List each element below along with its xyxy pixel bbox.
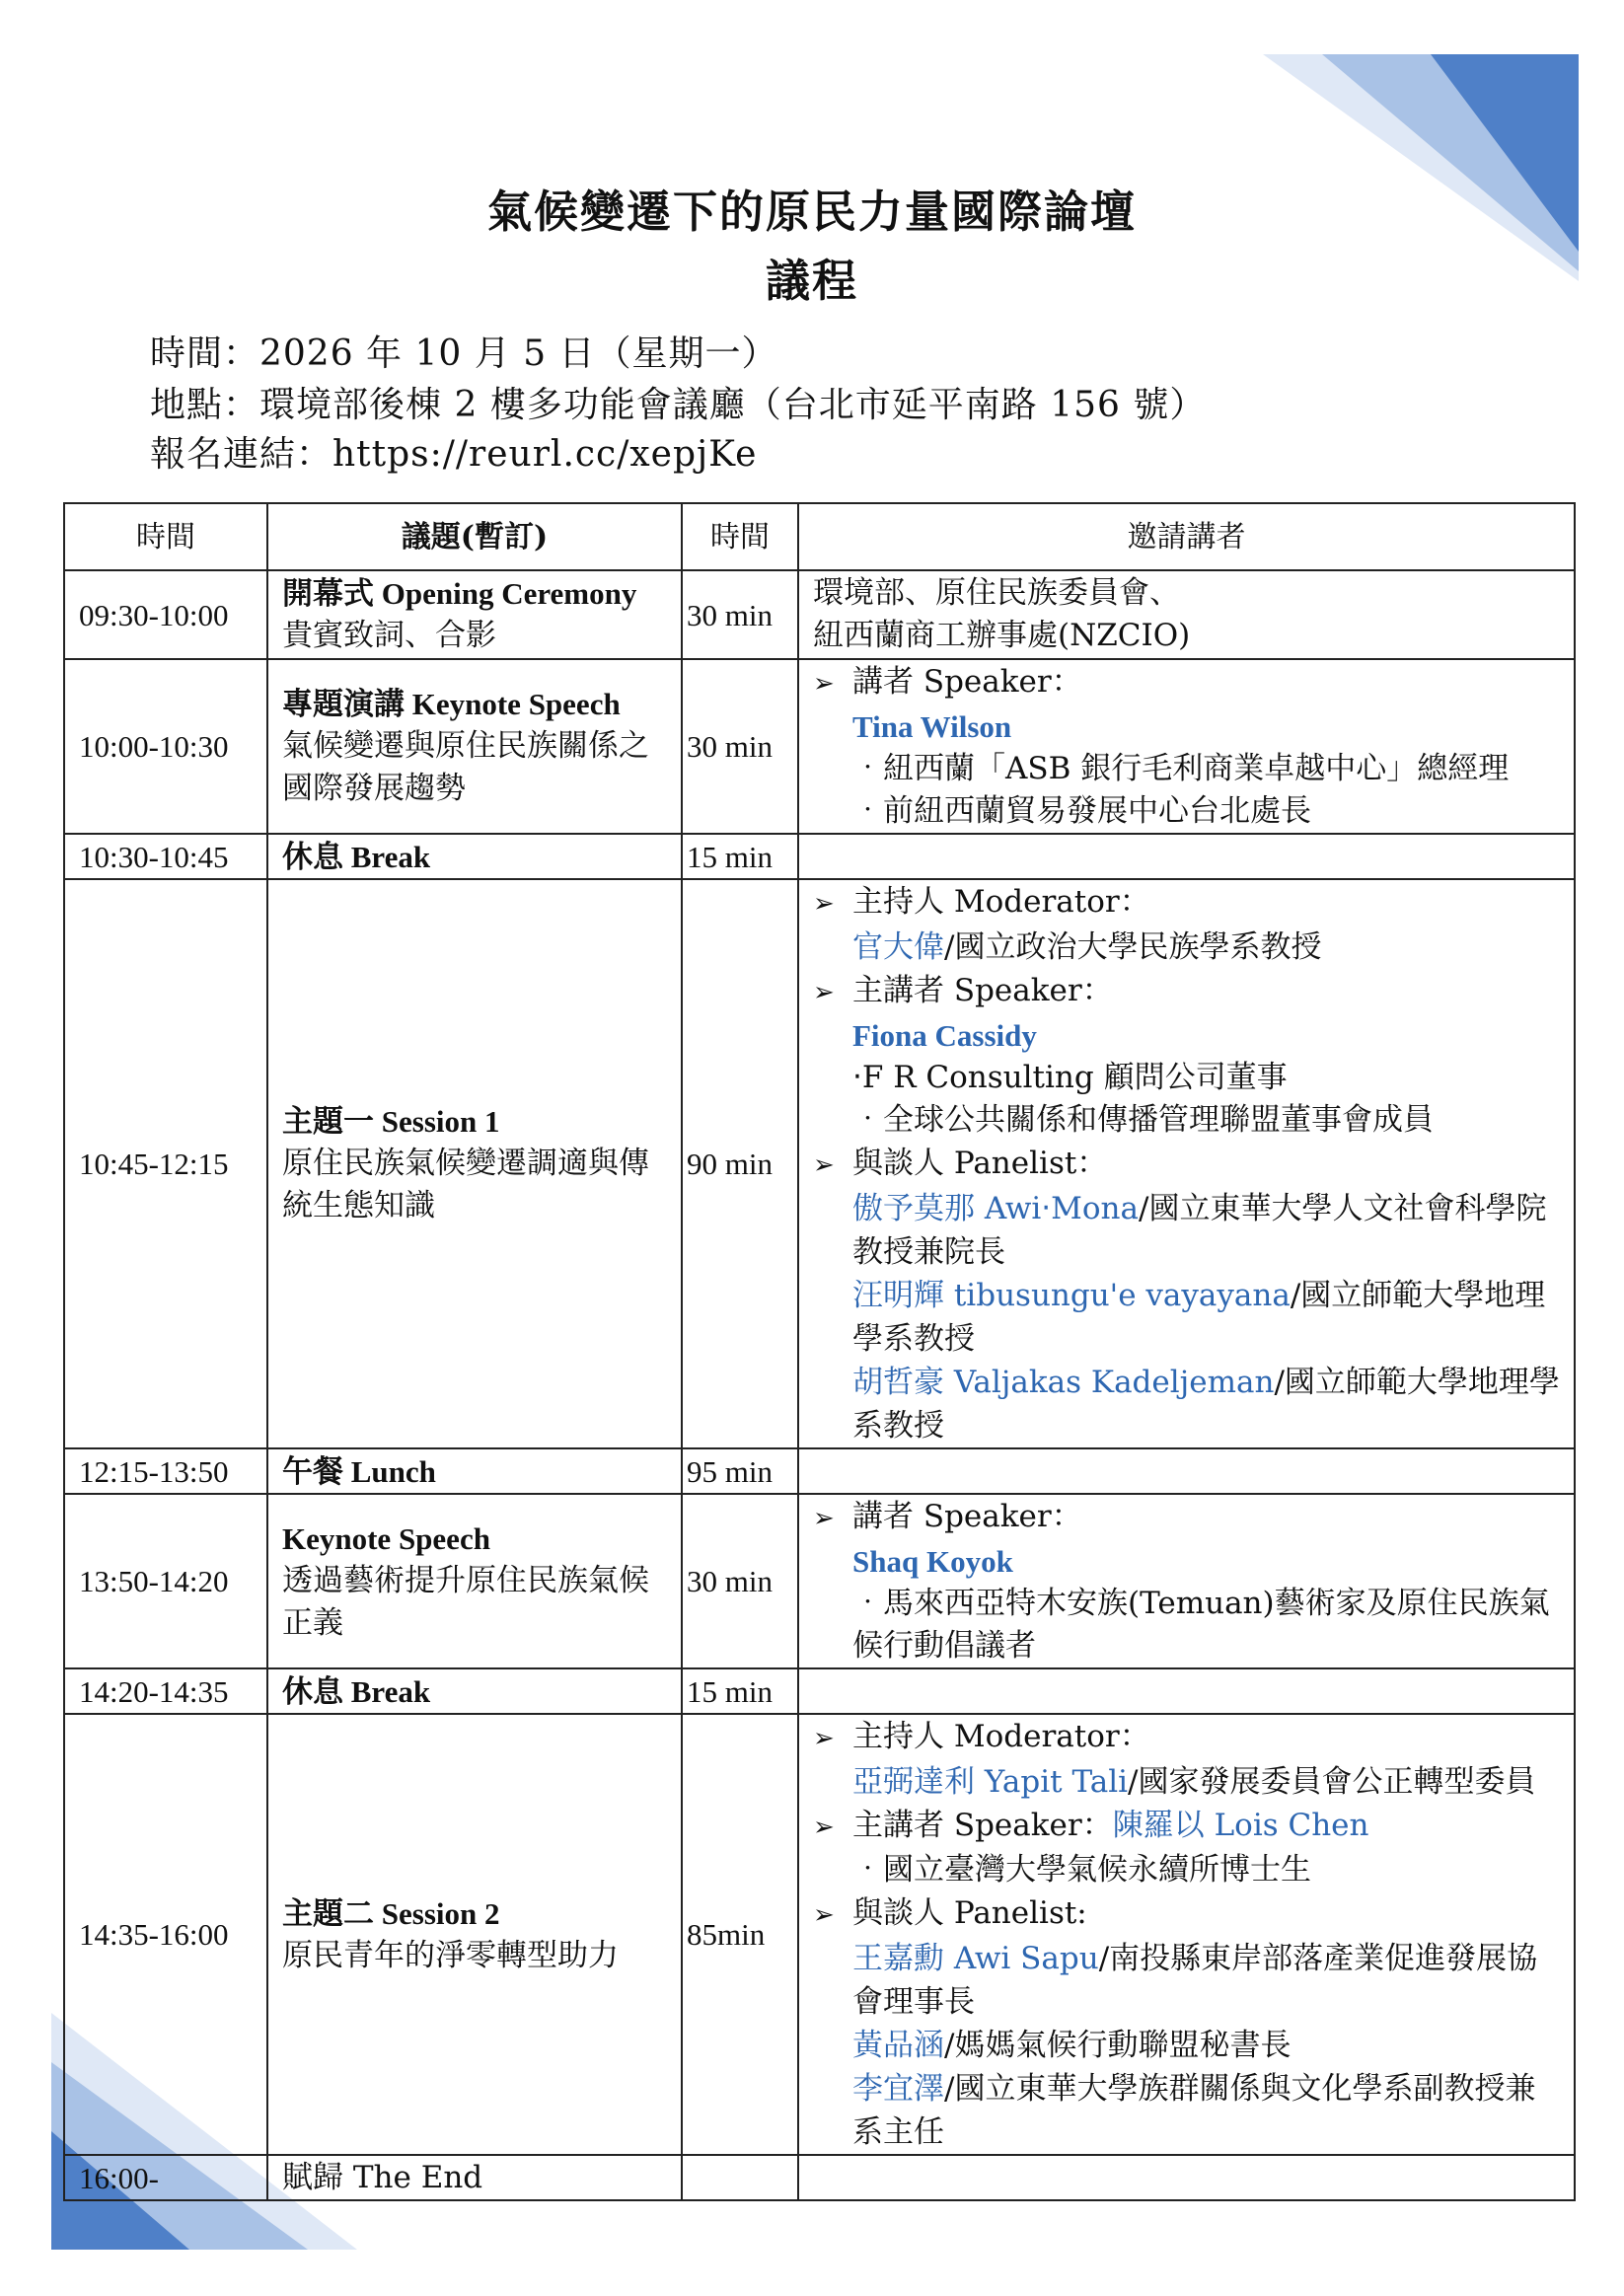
header-topic: 議題(暫訂) bbox=[267, 503, 682, 570]
row-duration: 30 min bbox=[682, 570, 798, 659]
row-speakers bbox=[798, 879, 1575, 1448]
speaker-bio: ‧紐西蘭「ASB 銀行毛利商業卓越中心」總經理 bbox=[852, 751, 1510, 786]
row-duration: 30 min bbox=[682, 659, 798, 834]
row-topic bbox=[267, 879, 682, 1448]
event-date: 時間：2026 年 10 月 5 日（星期一） bbox=[150, 333, 778, 374]
panel-role: 與談人 Panelist： bbox=[852, 1146, 1108, 1181]
row-speakers bbox=[798, 1448, 1575, 1494]
topic-title: 休息 Break bbox=[282, 839, 431, 874]
topic-title: 午餐 Lunch bbox=[282, 1453, 436, 1489]
arrow-bullet-icon: ➢ bbox=[813, 1900, 835, 1930]
panelist-affiliation: /國立東華大學人文社會科學院教授兼院長 bbox=[852, 1191, 1547, 1270]
page-subtitle: 議程 bbox=[765, 255, 858, 307]
agenda-table bbox=[63, 502, 1576, 2201]
speaker-name: Tina Wilson bbox=[852, 709, 1012, 744]
row-speakers bbox=[798, 1668, 1575, 1714]
table-row bbox=[64, 834, 1575, 879]
row-duration: 15 min bbox=[682, 1668, 798, 1714]
panelist-name: 王嘉勳 Awi Sapu bbox=[852, 1941, 1099, 1976]
row-topic bbox=[267, 570, 682, 659]
panelist-affiliation: /南投縣東岸部落產業促進發展協會理事長 bbox=[852, 1941, 1538, 2020]
panelist-affiliation: /國立師範大學地理學系教授 bbox=[852, 1278, 1546, 1357]
speaker-name: Shaq Koyok bbox=[852, 1544, 1013, 1579]
table-row bbox=[64, 1448, 1575, 1494]
topic-title: 專題演講 Keynote Speech bbox=[282, 687, 621, 721]
arrow-bullet-icon: ➢ bbox=[813, 978, 835, 1007]
speaker-bio: ‧全球公共關係和傳播管理聯盟董事會成員 bbox=[852, 1102, 1434, 1138]
row-topic bbox=[267, 1668, 682, 1714]
speaker-role: 講者 Speaker： bbox=[852, 664, 1082, 700]
row-time: 16:00- bbox=[64, 2155, 267, 2200]
table-row bbox=[64, 659, 1575, 834]
speaker-bio: ‧國立臺灣大學氣候永續所博士生 bbox=[852, 1852, 1311, 1888]
arrow-bullet-icon: ➢ bbox=[813, 1504, 835, 1533]
topic-title: Keynote Speech bbox=[282, 1521, 490, 1556]
row-duration bbox=[682, 2155, 798, 2200]
speaker-role: 主講者 Speaker： bbox=[852, 973, 1113, 1008]
row-topic bbox=[267, 2155, 682, 2200]
topic-desc: 原住民族氣候變遷調適與傳統生態知識 bbox=[282, 1146, 649, 1223]
row-time: 13:50-14:20 bbox=[64, 1494, 267, 1668]
topic-title: 主題一 Session 1 bbox=[282, 1104, 500, 1139]
row-duration: 15 min bbox=[682, 834, 798, 879]
topic-desc: 氣候變遷與原住民族關係之國際發展趨勢 bbox=[282, 728, 649, 806]
registration-link[interactable]: 報名連結：https://reurl.cc/xepjKe bbox=[150, 434, 758, 475]
row-duration: 90 min bbox=[682, 879, 798, 1448]
row-speakers bbox=[798, 570, 1575, 659]
speaker-name: 陳羅以 Lois Chen bbox=[1112, 1808, 1369, 1843]
panelist-name: 汪明輝 tibusungu'e vayayana bbox=[852, 1278, 1291, 1313]
arrow-bullet-icon: ➢ bbox=[813, 1724, 835, 1753]
topic-title: 開幕式 Opening Ceremony bbox=[282, 576, 637, 611]
row-time: 14:35-16:00 bbox=[64, 1714, 267, 2155]
row-topic bbox=[267, 1714, 682, 2155]
event-venue: 地點：環境部後棟 2 樓多功能會議廳（台北市延平南路 156 號） bbox=[150, 385, 1207, 425]
row-duration: 95 min bbox=[682, 1448, 798, 1494]
moderator-name: 官大偉 bbox=[852, 929, 944, 965]
topic-desc: 透過藝術提升原住民族氣候正義 bbox=[282, 1563, 649, 1641]
row-topic bbox=[267, 659, 682, 834]
arrow-bullet-icon: ➢ bbox=[813, 889, 835, 919]
row-speakers bbox=[798, 834, 1575, 879]
panelist-name: 黃品涵 bbox=[852, 2028, 944, 2063]
panelist-name: 李宜澤 bbox=[852, 2071, 944, 2107]
panelist-name: 胡哲豪 Valjakas Kadeljeman bbox=[852, 1365, 1275, 1400]
topic-title: 賦歸 The End bbox=[282, 2160, 483, 2195]
speaker-role: 主講者 Speaker： bbox=[852, 1808, 1113, 1843]
row-time: 14:20-14:35 bbox=[64, 1668, 267, 1714]
row-time: 10:45-12:15 bbox=[64, 879, 267, 1448]
table-row bbox=[64, 1714, 1575, 2155]
moderator-affiliation: /國家發展委員會公正轉型委員 bbox=[1128, 1764, 1536, 1800]
speaker-bio: ‧前紐西蘭貿易發展中心台北處長 bbox=[852, 793, 1311, 829]
row-speakers bbox=[798, 1714, 1575, 2155]
header-time: 時間 bbox=[64, 503, 267, 570]
topic-title: 休息 Break bbox=[282, 1673, 431, 1709]
topic-title: 主題二 Session 2 bbox=[282, 1895, 500, 1931]
table-row bbox=[64, 879, 1575, 1448]
arrow-bullet-icon: ➢ bbox=[813, 1813, 835, 1842]
table-row bbox=[64, 1668, 1575, 1714]
panelist-affiliation: /媽媽氣候行動聯盟秘書長 bbox=[944, 2028, 1292, 2063]
row-time: 10:30-10:45 bbox=[64, 834, 267, 879]
topic-desc: 貴賓致詞、合影 bbox=[282, 618, 496, 653]
table-row bbox=[64, 570, 1575, 659]
row-topic bbox=[267, 834, 682, 879]
moderator-role: 主持人 Moderator： bbox=[852, 884, 1150, 920]
speaker-name: Fiona Cassidy bbox=[852, 1018, 1037, 1053]
row-speakers bbox=[798, 1494, 1575, 1668]
panelist-affiliation: /國立師範大學地理學系教授 bbox=[852, 1365, 1560, 1444]
page-title: 氣候變遷下的原民力量國際論壇 bbox=[486, 185, 1137, 238]
moderator-role: 主持人 Moderator： bbox=[852, 1719, 1150, 1754]
speaker-bio: ‧馬來西亞特木安族(Temuan)藝術家及原住民族氣候行動倡議者 bbox=[852, 1586, 1550, 1664]
row-speakers bbox=[798, 659, 1575, 834]
speaker-role: 講者 Speaker： bbox=[852, 1499, 1082, 1534]
arrow-bullet-icon: ➢ bbox=[813, 669, 835, 699]
row-topic bbox=[267, 1494, 682, 1668]
row-topic bbox=[267, 1448, 682, 1494]
moderator-name: 亞弼達利 Yapit Tali bbox=[852, 1764, 1129, 1800]
header-speakers: 邀請講者 bbox=[798, 503, 1575, 570]
topic-desc: 原民青年的淨零轉型助力 bbox=[282, 1937, 619, 1973]
table-header-row bbox=[64, 503, 1575, 570]
arrow-bullet-icon: ➢ bbox=[813, 1150, 835, 1180]
panel-role: 與談人 Panelist: bbox=[852, 1895, 1087, 1931]
row-time: 12:15-13:50 bbox=[64, 1448, 267, 1494]
panelist-name: 傲予莫那 Awi‧Mona bbox=[852, 1191, 1140, 1226]
row-time: 09:30-10:00 bbox=[64, 570, 267, 659]
host-organizations: 紐西蘭商工辦事處(NZCIO) bbox=[813, 618, 1191, 653]
row-speakers bbox=[798, 2155, 1575, 2200]
moderator-affiliation: /國立政治大學民族學系教授 bbox=[944, 929, 1322, 965]
header-duration: 時間 bbox=[682, 503, 798, 570]
speaker-bio: ‧F R Consulting 顧問公司董事 bbox=[852, 1060, 1288, 1095]
row-duration: 30 min bbox=[682, 1494, 798, 1668]
table-row bbox=[64, 1494, 1575, 1668]
host-organizations: 環境部、原住民族委員會、 bbox=[813, 575, 1180, 611]
panelist-affiliation: /國立東華大學族群關係與文化學系副教授兼系主任 bbox=[852, 2071, 1536, 2150]
table-row bbox=[64, 2155, 1575, 2200]
row-time: 10:00-10:30 bbox=[64, 659, 267, 834]
row-duration: 85min bbox=[682, 1714, 798, 2155]
